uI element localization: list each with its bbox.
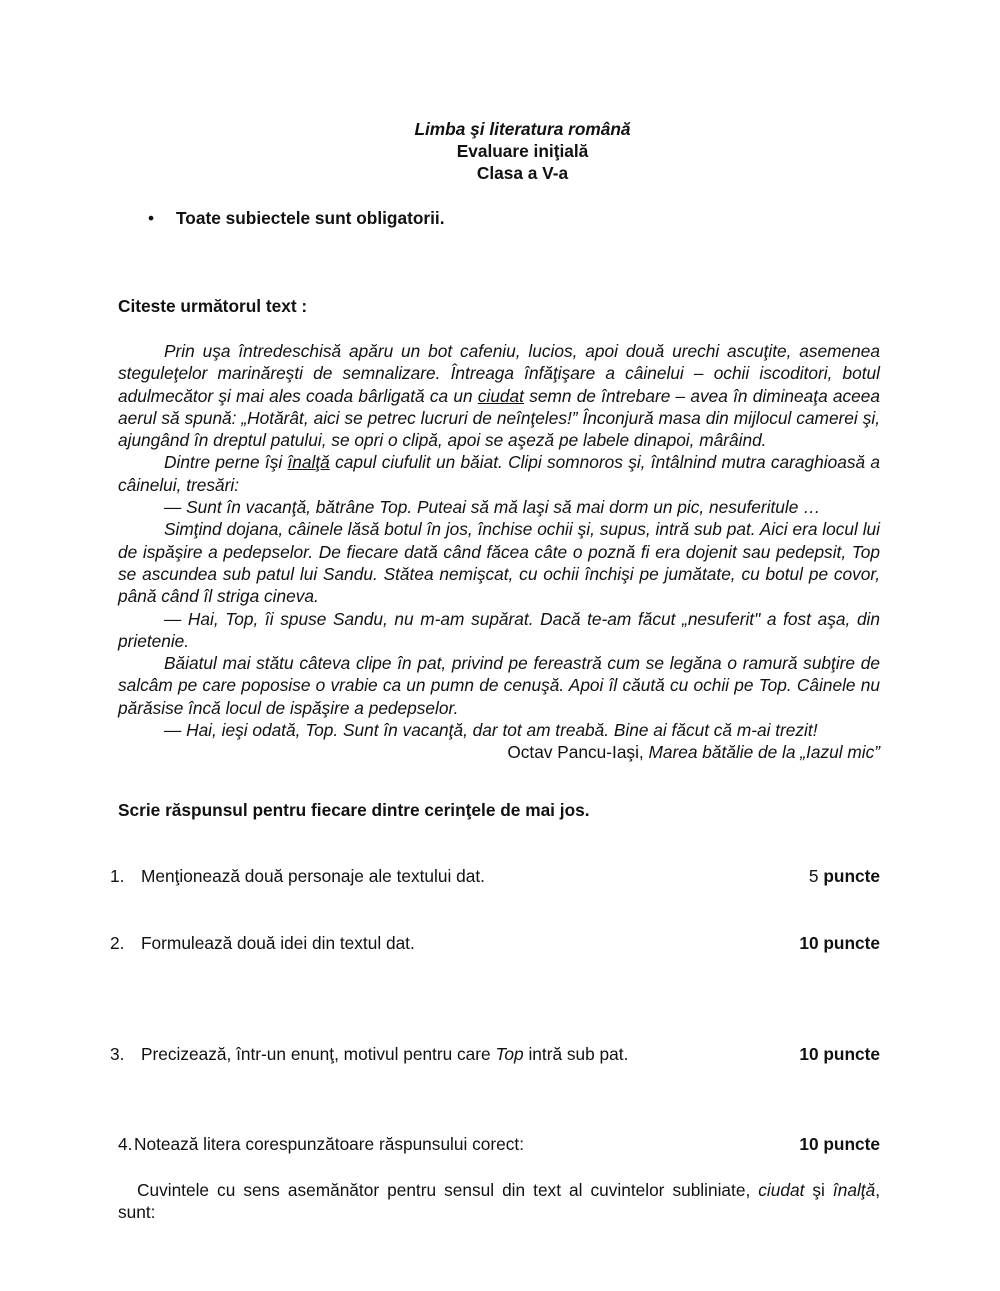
mandatory-instruction: Toate subiectele sunt obligatorii. — [176, 208, 445, 228]
question-4-statement: Cuvintele cu sens asemănător pentru sensul din text al cuvintelor subliniate, ciudat şi înalţă, — [137, 1180, 881, 1200]
story-text — [118, 340, 880, 764]
subject-title: Limba şi literatura română — [414, 119, 631, 139]
read-prompt: Citeste următorul text : — [118, 296, 308, 316]
question-text: Notează litera corespunzătoare răspunsului corect: — [134, 1134, 525, 1154]
story-source — [118, 741, 880, 763]
question-text: Formulează două idei din textul dat. — [141, 933, 415, 953]
story-author: Octav Pancu-Iaşi, — [507, 742, 649, 763]
question-points: 10 puncte — [799, 1044, 880, 1064]
question-4-statement-end: sunt: — [118, 1202, 156, 1222]
story-paragraph: — Sunt în vacanţă, bătrâne Top. Puteai să mă laşi să mai dorm un pic, nesuferitule … — [164, 497, 821, 518]
story-paragraph: — Hai, ieşi odată, Top. Sunt în vacanţă, dar tot am treabă. Bine ai făcut că m-ai trezit! — [164, 720, 818, 741]
bullet-icon: • — [148, 208, 155, 228]
question-1 — [110, 866, 880, 888]
question-points: 5 puncte — [808, 866, 880, 886]
question-3 — [110, 1044, 880, 1066]
underlined-word-inalta: înalţă — [287, 452, 330, 473]
question-4 — [118, 1134, 880, 1156]
question-text: Precizează, într-un enunţ, motivul pentru care Top intră sub pat. — [141, 1044, 629, 1064]
answer-prompt: Scrie răspunsul pentru fiecare dintre cerinţele de mai jos. — [118, 800, 590, 820]
story-work-title: Marea bătălie de la „Iazul mic” — [648, 742, 880, 763]
question-2 — [110, 933, 880, 955]
story-paragraph: Băiatul mai stătu câteva clipe în pat, privind pe fereastră cum se legăna o ramură subţire de salcâm pe care poposise o vrabie ca un pumn de cenuşă. Apoi îl căută cu ochii pe Top. Câinele nu părăsise încă locul de ispăşire a pedepselor. — [118, 653, 880, 718]
question-number: 3. — [110, 1044, 125, 1064]
question-number: 1. — [110, 866, 125, 886]
story-paragraph: — Hai, Top, îi spuse Sandu, nu m-am supărat. Dacă te-am făcut „nesuferit" a fost aşa, din prietenie. — [118, 608, 880, 651]
question-text: Menţionează două personaje ale textului dat. — [141, 866, 485, 886]
story-paragraph: Simţind dojana, câinele lăsă botul în jos, închise ochii şi, supus, intră sub pat. Aici era locul lui de ispăşire a pedepselor. De fiecare dată când făcea câte o poznă fi era dojenit sau pedepsit, Top se ascundea sub patul lui Sandu. Stătea nemişcat, cu ochii închişi pe jumătate, cu botul pe covor, până când îl striga cineva. — [118, 519, 880, 607]
underlined-word-ciudat: ciudat — [477, 385, 524, 406]
question-points: 10 puncte — [799, 933, 880, 953]
evaluation-title: Evaluare iniţială — [456, 141, 589, 161]
question-number: 2. — [110, 933, 125, 953]
grade-title: Clasa a V-a — [476, 163, 569, 183]
story-paragraph: Prin uşa întredeschisă apăru un bot cafeniu, lucios, apoi două urechi ascuţite, asemenea steguleţelor marinăreşti de semnalizare. Întreaga înfăţişare a câinelui – ochii iscoditori, botul adulmecător şi mai ales coada bârligată ca un ciudat semn de întrebare – avea în dimineaţa aceea aerul să spună: „Hotărât, aici se petrec lucruri de neînţeles!” Înconjură masa din mijlocul camerei şi, ajungând în dreptul patului, se opri o clipă, apoi se aşeză pe labele dinapoi, mârâind. — [118, 341, 880, 451]
question-points: 10 puncte — [799, 1134, 880, 1154]
question-number: 4. — [118, 1134, 133, 1154]
story-paragraph: Dintre perne îşi înalţă capul ciufulit un băiat. Clipi somnoros şi, întâlnind mutra caraghioasă a câinelui, tresări: — [118, 452, 880, 495]
